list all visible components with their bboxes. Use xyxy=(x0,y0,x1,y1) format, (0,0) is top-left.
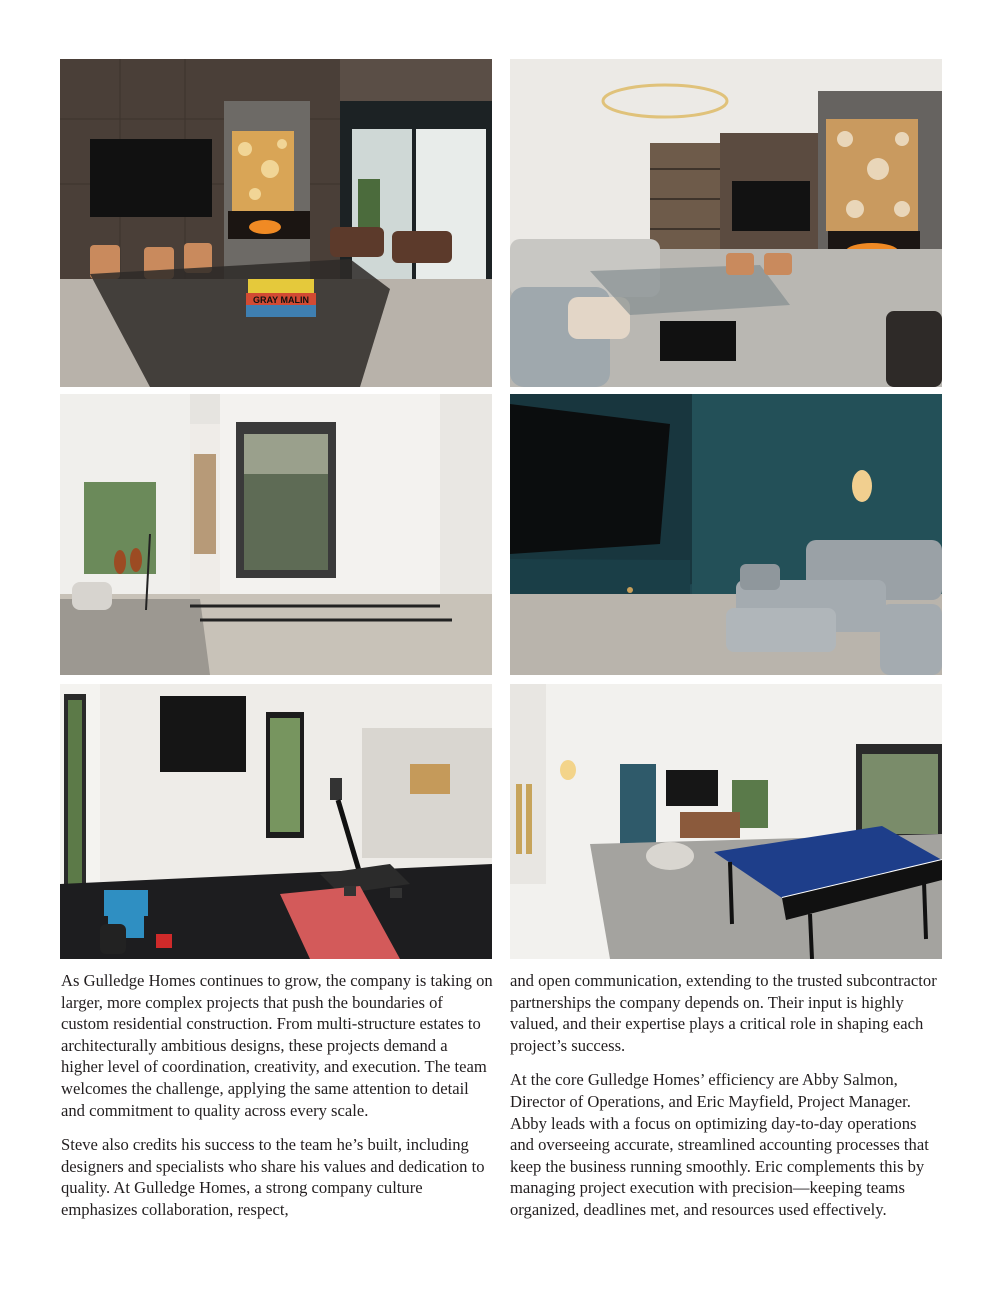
music-room-photo xyxy=(60,394,492,675)
paragraph: Steve also credits his success to the team he’s built, including designers and specialists who share his values and dedication to quality. At Gulledge Homes, a strong company culture emphasizes collaboration, respect, xyxy=(61,1135,485,1219)
paragraph: At the core Gulledge Homes’ efficiency are Abby Salmon, Director of Operations, and Eric Mayfield, Project Manager. Abby leads with a focus on optimizing day-to-day operations and overseeing accurate, streamlined accounting processes that keep the business running smoothly. Eric complements this by managing project execution with precision—keeping teams organized, deadlines met, and resources used effectively. xyxy=(510,1070,929,1219)
home-gym-photo xyxy=(60,684,492,959)
article-right-column xyxy=(510,970,942,1234)
paragraph: As Gulledge Homes continues to grow, the company is taking on larger, more complex projects that push the boundaries of custom residential construction. From multi-structure estates to architecturally ambitious designs, these projects demand a higher level of coordination, creativity, and execution. The team welcomes the challenge, applying the same attention to detail and commitment to quality across every scale. xyxy=(61,971,493,1120)
article-left-column xyxy=(61,970,493,1234)
game-room-photo xyxy=(510,684,942,959)
paragraph: and open communication, extending to the trusted subcontractor partnerships the company depends on. Their input is highly valued, and their expertise plays a critical role in shaping each project’s success. xyxy=(510,971,937,1055)
family-room-photo xyxy=(510,59,942,387)
book-spine-text: GRAY MALIN xyxy=(253,295,310,305)
media-room-photo xyxy=(510,394,942,675)
living-room-fireplace-photo xyxy=(60,59,492,387)
